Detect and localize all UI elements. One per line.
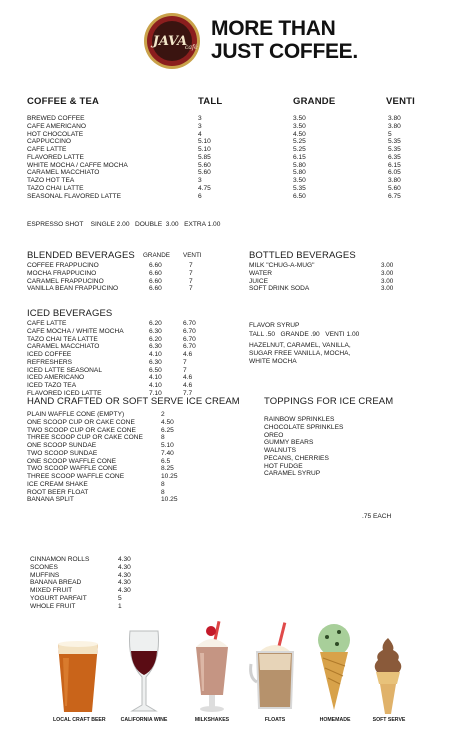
grande-price: 6.60 <box>149 285 162 293</box>
list-item: CAFE LATTE <box>27 146 67 153</box>
list-item: TWO SCOOP WAFFLE CONE <box>27 465 118 473</box>
list-item: RAINBOW SPRINKLES <box>264 416 335 423</box>
toppings-list <box>264 416 343 478</box>
milkshake-icon <box>190 617 234 715</box>
grande-price: 4.10 <box>149 382 162 389</box>
iced-title: ICED BEVERAGES <box>27 308 113 319</box>
tall-price: 4 <box>198 130 202 138</box>
grande-price: 6.50 <box>293 192 306 200</box>
list-item: WHITE MOCHA / CAFFE MOCHA <box>27 161 128 169</box>
grande-price: 6.30 <box>149 327 162 335</box>
grande-price: 3.50 <box>293 122 306 130</box>
venti-price: 6.70 <box>183 343 196 351</box>
venti-price: 4.6 <box>183 382 193 389</box>
list-item: BANANA BREAD <box>30 579 82 587</box>
caption-soft-serve: SOFT SERVE <box>372 717 406 723</box>
list-item: TAZO HOT TEA <box>27 177 75 184</box>
svg-text:café: café <box>185 44 198 51</box>
venti-price: 7 <box>189 262 193 269</box>
price: 4.30 <box>118 579 131 587</box>
grande-price: 6.50 <box>149 366 162 374</box>
grande-price: 5.80 <box>293 169 306 177</box>
venti-price: 3.80 <box>388 122 401 130</box>
grande-price: 6.30 <box>149 343 162 351</box>
grande-price: 6.60 <box>149 262 162 269</box>
price: 8 <box>161 434 165 442</box>
venti-price: 7 <box>189 285 193 293</box>
venti-price: 6.70 <box>183 327 196 335</box>
grande-price: 4.10 <box>149 374 162 382</box>
blended-list <box>27 262 227 296</box>
venti-price: 6.35 <box>388 153 401 161</box>
venti-price: 3.80 <box>388 115 401 122</box>
price: 4.30 <box>118 587 131 594</box>
venti-price: 6.70 <box>183 320 196 327</box>
list-item: CHOCOLATE SPRINKLES <box>264 423 344 431</box>
grande-price: 5.25 <box>293 138 306 146</box>
list-item: ICED TAZO TEA <box>27 382 77 389</box>
price: 8.25 <box>161 465 174 473</box>
list-item: HOT FUDGE <box>264 462 303 470</box>
price: 8 <box>161 480 165 488</box>
price: 1 <box>118 602 122 610</box>
tall-price: 5.60 <box>198 161 211 169</box>
venti-price: 5.35 <box>388 138 401 146</box>
price: 10.25 <box>161 473 178 480</box>
list-item: PECANS, CHERRIES <box>264 454 329 462</box>
tall-price: 3 <box>198 115 202 122</box>
list-item: MILK "CHUG-A-MUG" <box>249 262 315 269</box>
grande-price: 6.15 <box>293 153 306 161</box>
ice-cream-title: HAND CRAFTED OR SOFT SERVE ICE CREAM <box>27 396 240 407</box>
caption-milkshakes: MILKSHAKES <box>194 717 230 723</box>
venti-price: 7 <box>183 366 187 374</box>
blended-grande-header: GRANDE <box>143 252 170 259</box>
venti-price: 6.75 <box>388 192 401 200</box>
list-item: CARAMEL FRAPPUCINO <box>27 277 104 285</box>
list-item: BREWED COFFEE <box>27 115 85 122</box>
list-item: ONE SCOOP WAFFLE CONE <box>27 457 117 465</box>
bottled-title: BOTTLED BEVERAGES <box>249 250 356 261</box>
list-item: MIXED FRUIT <box>30 587 73 594</box>
price: 10.25 <box>161 496 178 504</box>
list-item: HOT CHOCOLATE <box>27 130 84 138</box>
list-item: ICED COFFEE <box>27 351 72 358</box>
coffee-tea-title: COFFEE & TEA <box>27 96 100 107</box>
logo-text: JAVA <box>152 34 188 49</box>
tall-price: 6 <box>198 192 202 200</box>
soft-serve-icon <box>371 636 405 716</box>
headline-line-2: JUST COFFEE. <box>211 40 358 63</box>
list-item: BANANA SPLIT <box>27 496 74 504</box>
col-grande-header: GRANDE <box>293 96 336 107</box>
venti-price: 7 <box>183 358 187 366</box>
list-item: CARAMEL MACCHIATO <box>27 343 100 351</box>
iced-list <box>27 320 227 402</box>
grande-price: 4.50 <box>293 130 306 138</box>
list-item: PLAIN WAFFLE CONE (EMPTY) <box>27 411 125 418</box>
toppings-each-price: .75 EACH <box>362 513 392 520</box>
venti-price: 6.15 <box>388 161 401 169</box>
price: 5 <box>118 594 122 602</box>
price: 6.25 <box>161 426 174 434</box>
blended-venti-header: VENTI <box>183 252 202 259</box>
list-item: YOGURT PARFAIT <box>30 594 87 602</box>
list-item: MOCHA FRAPPUCINO <box>27 269 97 277</box>
list-item: ICED LATTE SEASONAL <box>27 366 102 374</box>
list-item: GUMMY BEARS <box>264 439 314 447</box>
venti-price: 7 <box>189 277 193 285</box>
beer-glass-icon <box>55 638 101 714</box>
ice-cream-cone-icon <box>313 622 355 714</box>
float-icon <box>249 620 301 714</box>
venti-price: 4.6 <box>183 374 193 382</box>
list-item: REFRESHERS <box>27 358 73 366</box>
venti-price: 6.05 <box>388 169 401 177</box>
price: 6.5 <box>161 457 171 465</box>
list-item: SOFT DRINK SODA <box>249 285 310 293</box>
price: 4.30 <box>118 556 131 563</box>
list-item: MUFFINS <box>30 571 60 579</box>
flavor-list: HAZELNUT, CARAMEL, VANILLA, <box>249 342 351 349</box>
grande-price: 5.25 <box>293 146 306 153</box>
bottled-price: 3.00 <box>381 277 394 285</box>
wine-glass-icon <box>124 627 164 715</box>
list-item: ONE SCOOP CUP OR CAKE CONE <box>27 418 135 426</box>
tall-price: 3 <box>198 177 202 184</box>
venti-price: 3.80 <box>388 177 401 184</box>
list-item: OREO <box>264 431 284 439</box>
grande-price: 6.20 <box>149 320 162 327</box>
bottled-price: 3.00 <box>381 285 394 293</box>
list-item: ICE CREAM SHAKE <box>27 480 88 488</box>
flavor-list: WHITE MOCHA <box>249 358 297 365</box>
list-item: TWO SCOOP CUP OR CAKE CONE <box>27 426 136 434</box>
grande-price: 6.20 <box>149 335 162 343</box>
tall-price: 5.10 <box>198 138 211 146</box>
flavor-syrup-block <box>249 322 359 366</box>
flavor-syrup-prices: TALL .50 GRANDE .90 VENTI 1.00 <box>249 331 360 338</box>
price: 8 <box>161 488 165 496</box>
list-item: SCONES <box>30 563 58 571</box>
blended-title: BLENDED BEVERAGES <box>27 250 135 261</box>
list-item: WATER <box>249 269 273 277</box>
list-item: CARAMEL SYRUP <box>264 470 321 478</box>
grande-price: 6.60 <box>149 277 162 285</box>
list-item: TAZO CHAI TEA LATTE <box>27 335 98 343</box>
caption-floats: FLOATS <box>264 717 286 723</box>
headline <box>211 17 358 63</box>
venti-price: 7 <box>189 269 193 277</box>
tall-price: 5.85 <box>198 153 211 161</box>
price: 4.50 <box>161 418 174 426</box>
grande-price: 3.50 <box>293 177 306 184</box>
grande-price: 6.30 <box>149 358 162 366</box>
list-item: TWO SCOOP SUNDAE <box>27 449 98 457</box>
col-tall-header: TALL <box>198 96 223 107</box>
toppings-title: TOPPINGS FOR ICE CREAM <box>264 396 394 407</box>
price: 2 <box>161 411 165 418</box>
tall-price: 5.10 <box>198 146 211 153</box>
list-item: CAFE AMERICANO <box>27 122 86 130</box>
grande-price: 7.10 <box>149 389 162 397</box>
caption-local-craft-beer: LOCAL CRAFT BEER <box>53 717 106 723</box>
caption-california-wine: CALIFORNIA WINE <box>120 717 168 723</box>
coffee-tea-list <box>27 115 447 207</box>
list-item: COFFEE FRAPPUCINO <box>27 262 99 269</box>
ice-cream-list <box>27 411 227 507</box>
list-item: FLAVORED ICED LATTE <box>27 389 102 397</box>
venti-price: 5.35 <box>388 146 401 153</box>
caption-homemade: HOMEMADE <box>319 717 351 723</box>
tall-price: 4.75 <box>198 184 211 192</box>
java-logo <box>143 12 201 70</box>
list-item: THREE SCOOP WAFFLE CONE <box>27 473 125 480</box>
grande-price: 3.50 <box>293 115 306 122</box>
list-item: CARAMEL MACCHIATO <box>27 169 100 177</box>
espresso-line: ESPRESSO SHOT SINGLE 2.00 DOUBLE 3.00 EXTRA 1.00 <box>27 221 221 228</box>
tall-price: 3 <box>198 122 202 130</box>
grande-price: 6.60 <box>149 269 162 277</box>
bakery-list <box>30 556 150 612</box>
venti-price: 5.60 <box>388 184 401 192</box>
list-item: FLAVORED LATTE <box>27 153 84 161</box>
grande-price: 4.10 <box>149 351 162 358</box>
list-item: TAZO CHAI LATTE <box>27 184 84 192</box>
venti-price: 5 <box>388 130 392 138</box>
venti-price: 6.70 <box>183 335 196 343</box>
price: 4.30 <box>118 563 131 571</box>
col-venti-header: VENTI <box>386 96 415 107</box>
list-item: CINNAMON ROLLS <box>30 556 90 563</box>
list-item: ICED AMERICANO <box>27 374 85 382</box>
venti-price: 7.7 <box>183 389 193 397</box>
price: 4.30 <box>118 571 131 579</box>
headline-line-1: MORE THAN <box>211 17 336 40</box>
list-item: VANILLA BEAN FRAPPUCINO <box>27 285 119 293</box>
list-item: CAPPUCCINO <box>27 138 71 146</box>
bottled-price: 3.00 <box>381 262 394 269</box>
price: 7.40 <box>161 449 174 457</box>
list-item: WHOLE FRUIT <box>30 602 76 610</box>
list-item: ROOT BEER FLOAT <box>27 488 89 496</box>
grande-price: 5.35 <box>293 184 306 192</box>
list-item: THREE SCOOP CUP OR CAKE CONE <box>27 434 143 442</box>
list-item: JUICE <box>249 277 269 285</box>
grande-price: 5.80 <box>293 161 306 169</box>
tall-price: 5.60 <box>198 169 211 177</box>
list-item: CAFE MOCHA / WHITE MOCHA <box>27 327 124 335</box>
bottled-list <box>249 262 409 296</box>
list-item: ONE SCOOP SUNDAE <box>27 442 97 449</box>
flavor-syrup-title: FLAVOR SYRUP <box>249 322 300 329</box>
list-item: SEASONAL FLAVORED LATTE <box>27 192 122 200</box>
venti-price: 4.6 <box>183 351 193 358</box>
price: 5.10 <box>161 442 174 449</box>
list-item: WALNUTS <box>264 447 296 454</box>
bottled-price: 3.00 <box>381 269 394 277</box>
list-item: CAFE LATTE <box>27 320 67 327</box>
flavor-list: SUGAR FREE VANILLA, MOCHA, <box>249 350 351 357</box>
